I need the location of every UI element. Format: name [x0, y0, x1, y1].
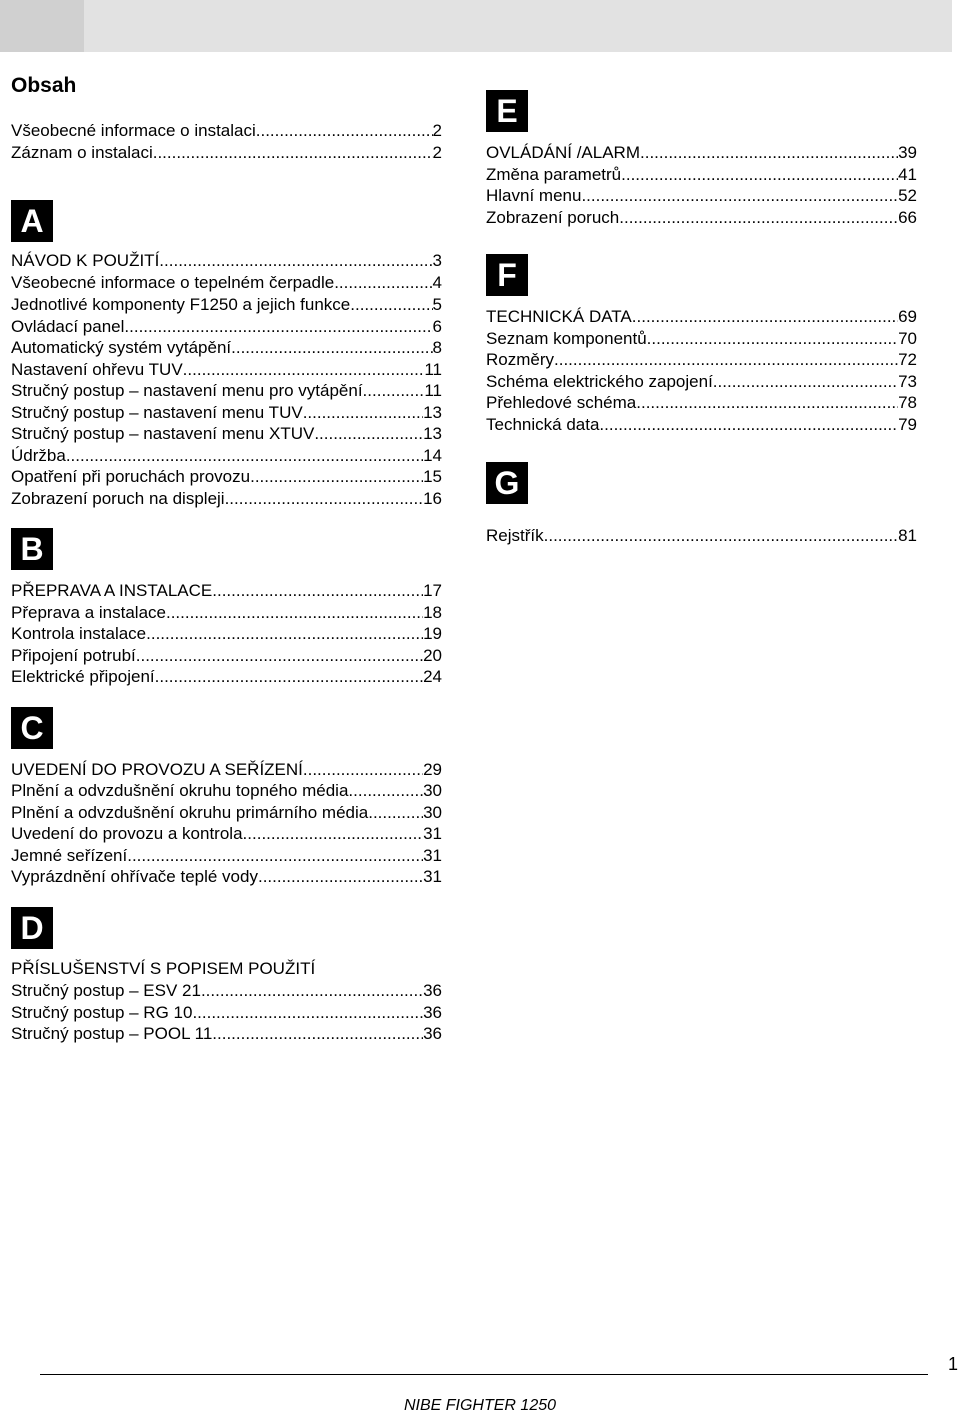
toc-entry[interactable]: Stručný postup – POOL 11 ..... 36 [11, 1023, 442, 1044]
section-letter-c: C [11, 707, 53, 749]
page-title: Obsah [11, 74, 77, 97]
toc-entry[interactable]: Záznam o instalaci ..... 2 [11, 142, 442, 163]
toc-entry[interactable]: Seznam komponentů ..... 70 [486, 328, 917, 349]
toc-entry[interactable]: Změna parametrů ..... 41 [486, 164, 917, 185]
toc-section-heading: PŘÍSLUŠENSTVÍ S POPISEM POUŽITÍ [11, 959, 316, 978]
toc-entry[interactable]: Zobrazení poruch na displeji ..... 16 [11, 488, 442, 509]
toc-entry[interactable]: Všeobecné informace o instalaci ..... 2 [11, 120, 442, 141]
toc-entry[interactable]: Elektrické připojení ..... 24 [11, 666, 442, 687]
toc-entry[interactable]: Schéma elektrického zapojení ..... 73 [486, 371, 917, 392]
toc-entry[interactable]: Údržba ..... 14 [11, 445, 442, 466]
section-letter-a: A [11, 200, 53, 242]
footer-brand: NIBE FIGHTER 1250 [403, 1397, 557, 1414]
toc-entry[interactable]: Automatický systém vytápění ..... 8 [11, 337, 442, 358]
toc-entry[interactable]: Rozměry ..... 72 [486, 349, 917, 370]
toc-entry[interactable]: Připojení potrubí ..... 20 [11, 645, 442, 666]
toc-entry[interactable]: Stručný postup – nastavení menu TUV ..... 13 [11, 402, 442, 423]
toc-entry[interactable]: Rejstřík ..... 81 [486, 525, 917, 546]
toc-entry[interactable]: Kontrola instalace ..... 19 [11, 623, 442, 644]
toc-entry[interactable]: OVLÁDÁNÍ /ALARM ..... 39 [486, 142, 917, 163]
section-letter-g: G [486, 462, 528, 504]
toc-entry[interactable]: Jednotlivé komponenty F1250 a jejich funkce ..... 5 [11, 294, 442, 315]
toc-entry[interactable]: TECHNICKÁ DATA ..... 69 [486, 306, 917, 327]
section-letter-e: E [486, 90, 528, 132]
header-bar [0, 0, 952, 52]
section-letter-f: F [486, 254, 528, 296]
toc-entry[interactable]: Přeprava a instalace ..... 18 [11, 602, 442, 623]
toc-entry[interactable]: Ovládací panel ..... 6 [11, 316, 442, 337]
toc-entry[interactable]: Nastavení ohřevu TUV ..... 11 [11, 359, 442, 380]
toc-entry[interactable]: UVEDENÍ DO PROVOZU A SEŘÍZENÍ ..... 29 [11, 759, 442, 780]
toc-entry[interactable]: Hlavní menu ..... 52 [486, 185, 917, 206]
toc-entry[interactable]: Stručný postup – nastavení menu XTUV ..... 13 [11, 423, 442, 444]
toc-entry[interactable]: Stručný postup – RG 10 ..... 36 [11, 1002, 442, 1023]
header-tab [0, 0, 84, 52]
toc-entry[interactable]: NÁVOD K POUŽITÍ ..... 3 [11, 250, 442, 271]
section-letter-d: D [11, 907, 53, 949]
toc-entry[interactable]: Technická data ..... 79 [486, 414, 917, 435]
toc-entry[interactable]: PŘEPRAVA A INSTALACE ..... 17 [11, 580, 442, 601]
footer-divider [40, 1374, 928, 1375]
toc-entry[interactable]: Stručný postup – ESV 21 ..... 36 [11, 980, 442, 1001]
page-number: 1 [948, 1354, 959, 1374]
toc-entry[interactable]: Vyprázdnění ohřívače teplé vody ..... 31 [11, 866, 442, 887]
toc-entry[interactable]: Všeobecné informace o tepelném čerpadle ..... 4 [11, 272, 442, 293]
toc-entry[interactable]: Zobrazení poruch ..... 66 [486, 207, 917, 228]
toc-entry[interactable]: Opatření při poruchách provozu ..... 15 [11, 466, 442, 487]
toc-entry[interactable]: Plnění a odvzdušnění okruhu primárního média ..... 30 [11, 802, 442, 823]
toc-entry[interactable]: Uvedení do provozu a kontrola ..... 31 [11, 823, 442, 844]
toc-entry[interactable]: Přehledové schéma ..... 78 [486, 392, 917, 413]
toc-entry[interactable]: Jemné seřízení ..... 31 [11, 845, 442, 866]
toc-entry[interactable]: Plnění a odvzdušnění okruhu topného média ..... 30 [11, 780, 442, 801]
toc-entry[interactable]: Stručný postup – nastavení menu pro vytápění ..... 11 [11, 380, 442, 401]
section-letter-b: B [11, 528, 53, 570]
